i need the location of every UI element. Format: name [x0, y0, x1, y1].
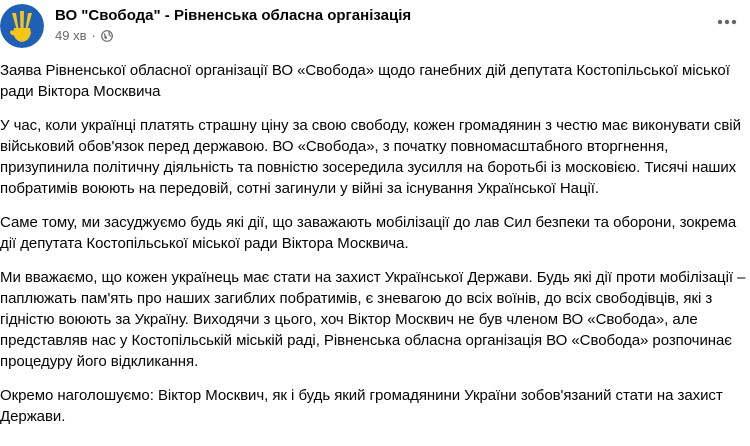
- more-options-button[interactable]: [712, 10, 742, 34]
- post-paragraph: Ми вважаємо, що кожен українець має стати на захист Української Держави. Будь які дії проти мобілізації – паплюжать пам'ять про наших загиблих побратимів, є зневагою до всіх воїнів, до всіх свободівців, які з гідністю воюють за Україну. Виходячи з цього, хоч Віктор Москвич не був членом ВО «Свобода», але представляв нас у Костопільській міській раді, Рівненська обласна організація ВО «Свобода» розпочинає процедуру його відкликання.: [0, 269, 746, 370]
- post-paragraph-title: Заява Рівненської обласної організації ВО «Свобода» щодо ганебних дій депутата Костопільської міської ради Віктора Москвича: [0, 62, 730, 100]
- globe-icon: [101, 30, 113, 42]
- trident-hand-logo-icon: [0, 4, 44, 48]
- post-paragraph: Саме тому, ми засуджуємо будь які дії, що заважають мобілізації до лав Сил безпеки та оборони, зокрема дії депутата Костопільської міської ради Віктора Москвича.: [0, 214, 737, 252]
- meta-separator: ·: [91, 28, 96, 43]
- post-timestamp[interactable]: 49 хв: [55, 28, 87, 43]
- page-avatar[interactable]: [0, 4, 44, 48]
- post-paragraph: У час, коли українці платять страшну ціну за свою свободу, кожен громадянин з честю має виконувати свій військовий обов'язок перед державою. ВО «Свобода», з початку повномасштабного вторгнення, призупинила політичну діяльність та повністю зосередила зусилля на боротьбі із московією. Тисячі наших побратимів воюють на передовій, сотні загинули у війні за існування Української Нації.: [0, 117, 741, 197]
- post-body: [0, 60, 748, 440]
- post-paragraph: Окремо наголошуємо: Віктор Москвич, як і будь який громадянини України зобов'язаний стати на захист Держави.: [0, 387, 723, 425]
- post-meta: [55, 28, 113, 44]
- page-name-link[interactable]: ВО "Свобода" - Рівненська обласна організація: [55, 7, 412, 24]
- post-header: [0, 0, 750, 56]
- more-horizontal-icon: [717, 19, 737, 25]
